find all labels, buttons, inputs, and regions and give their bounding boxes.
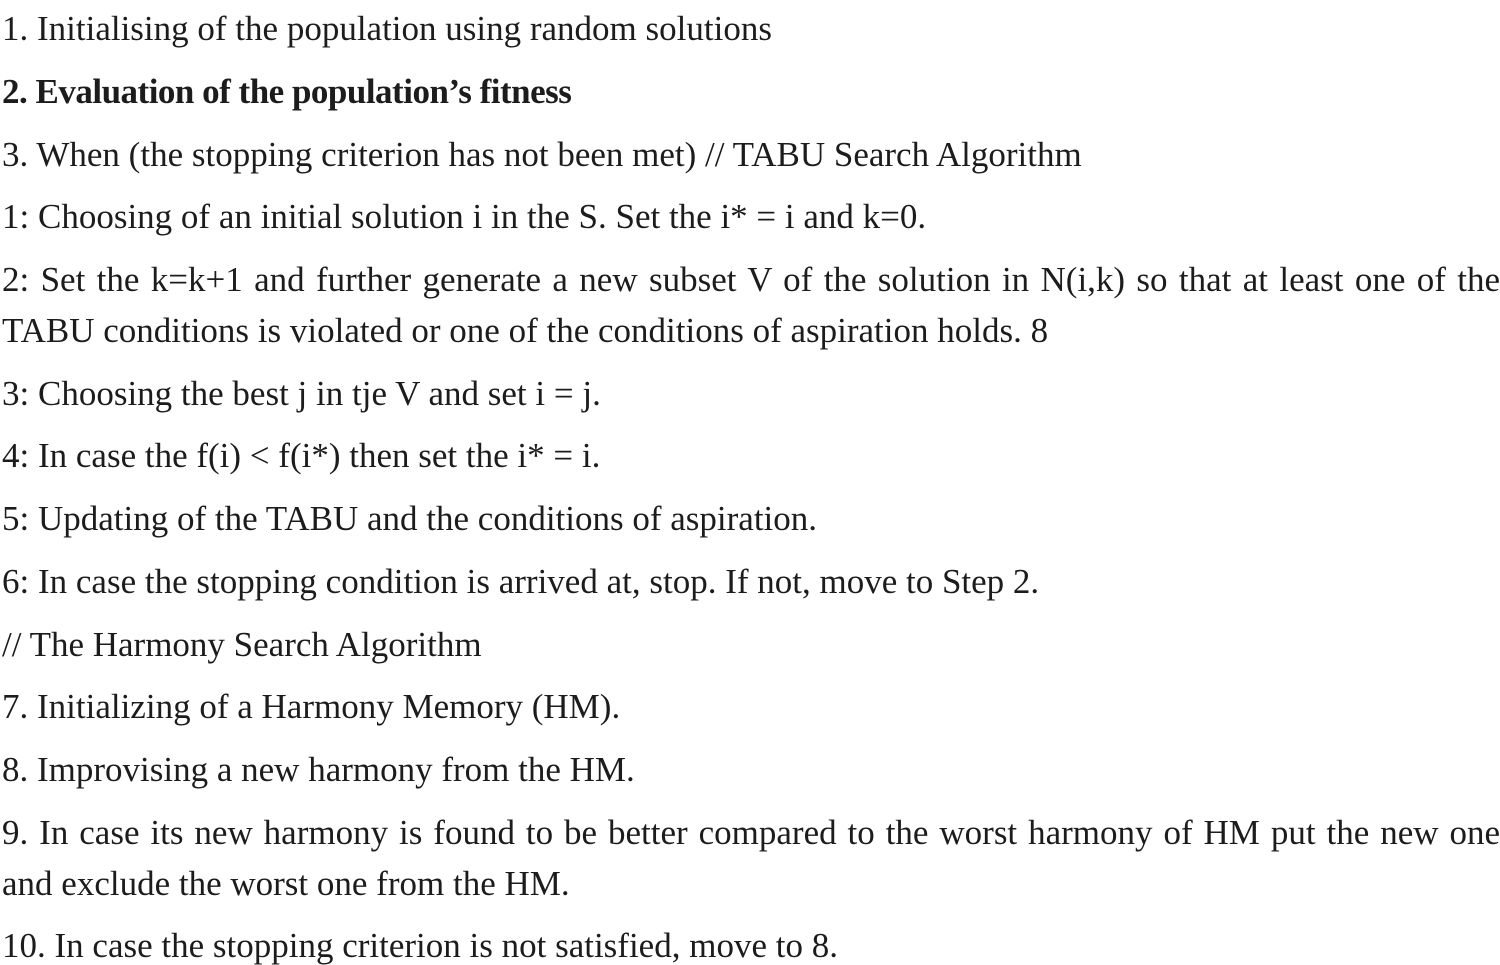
algorithm-line-10: // The Harmony Search Algorithm (2, 624, 482, 664)
algorithm-line-2: 2. Evaluation of the population’s fitness (2, 71, 572, 111)
algorithm-line-7: 4: In case the f(i) < f(i*) then set the i* = i. (2, 436, 601, 476)
algorithm-line-6: 3: Choosing the best j in tje V and set i = j. (2, 373, 601, 413)
algorithm-line-12: 8. Improvising a new harmony from the HM. (2, 750, 635, 789)
algorithm-line-9: 6: In case the stopping condition is arrived at, stop. If not, move to Step 2. (2, 561, 1040, 601)
algorithm-line-5: 2: Set the k=k+1 and further generate a new subset V of the solution in N(i,k) so that at least one of the TABU conditions is violated or one of the conditions of aspiration holds. 8 (2, 260, 1500, 350)
algorithm-line-8: 5: Updating of the TABU and the conditions of aspiration. (2, 499, 818, 538)
algorithm-line-4: 1: Choosing of an initial solution i in the S. Set the i* = i and k=0. (2, 197, 927, 237)
algorithm-line-1: 1. Initialising of the population using random solutions (2, 9, 772, 48)
algorithm-line-11: 7. Initializing of a Harmony Memory (HM). (2, 687, 621, 727)
algorithm-line-13: 9. In case its new harmony is found to be better compared to the worst harmony of HM put the new one and exclude the worst one from the HM. (2, 812, 1500, 903)
algorithm-line-3: 3. When (the stopping criterion has not been met) // TABU Search Algorithm (2, 134, 1082, 174)
algorithm-line-14: 10. In case the stopping criterion is not satisfied, move to 8. (2, 926, 838, 965)
